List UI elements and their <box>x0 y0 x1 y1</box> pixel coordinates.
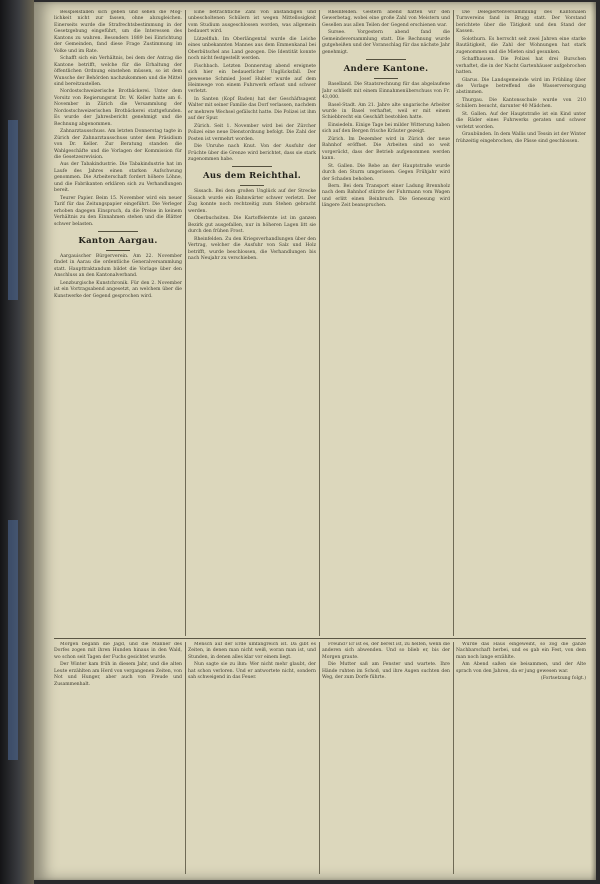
feuilleton-column-4 <box>456 642 586 874</box>
article-paragraph: Zürich. Seit 1. November wird bei der Zürcher Polizei eine neue Dienstordnung befolgt. Die Zahl der Posten ist vermehrt worden. <box>188 123 316 142</box>
divider <box>240 185 264 186</box>
article-paragraph: Eine beträchtliche Zahl von anständigen und unbescholtenen Schülern ist wegen Mittellosigkeit vom Studium ausgeschlossen worden, was allgemein bedauert wird. <box>188 10 316 35</box>
story-paragraph: Freund? Er ist es, der bereit ist, zu helfen, wenn die anderen sich abwenden. Und so blieb er, bis der Morgen graute. <box>322 642 450 660</box>
article-paragraph: Aargauischer Bürgerverein. Am 22. November findet in Aarau die ordentliche Generalversammlung statt. Haupttraktandum bildet die Vorlage über den Anschluss an den Kantonalverband. <box>54 253 182 279</box>
column-rule <box>453 10 454 636</box>
article-paragraph: Teurer Papier. Beim 15. November wird ein neuer Tarif für das Zeitungspapier eingeführt. Die Verleger erhoben dagegen Einspruch, da die Preise in keinem Verhältnis zu den Einnahmen stehen und die Blätter schwer belasten. <box>54 195 182 227</box>
divider <box>374 78 398 79</box>
divider <box>98 231 138 232</box>
column-3 <box>322 10 450 636</box>
story-paragraph: Die Mutter saß am Fenster und wartete. Ihre Hände ruhten im Schoß, und ihre Augen suchten den Weg, der zum Dorfe führte. <box>322 662 450 681</box>
article-paragraph: Aus der Tabakindustrie. Die Tabakindustrie hat im Laufe des Jahres einen starken Aufschwung genommen. Die Arbeiterschaft fordert höhere Löhne, und die Fabrikanten erklären sich zu Verhandlungen bereit. <box>54 162 182 194</box>
heading-aus-dem-reichthal: Aus dem Reichthal. <box>202 171 302 182</box>
article-paragraph: Einsiedeln. Einige Tage bei milder Witterung haben sich auf den Bergen frische Kräuter gezeigt. <box>322 122 450 135</box>
article-paragraph: Sursee. Vorgestern abend fand die Gemeindeversammlung statt. Die Rechnung wurde gutgeheißen und der Voranschlag für das nächste Jahr genehmigt. <box>322 30 450 55</box>
column-rule <box>185 10 186 636</box>
column-4 <box>456 10 586 636</box>
article-paragraph: St. Gallen. Die Rebe an der Hauptstraße wurde durch den Sturm umgerissen. Gegen Frühjahr wird der Schaden behoben. <box>322 163 450 182</box>
article-paragraph: Lützelfluh. Im Oberlängental wurde die Leiche eines unbekannten Mannes aus dem Emmenkanal bei Oberbütschel ans Land gezogen. Die Identität konnte noch nicht festgestellt werden. <box>188 36 316 62</box>
article-paragraph: Schaffhausen. Die Polizei hat drei Burschen verhaftet, die in der Nacht Gartenhäuser aufgebrochen hatten. <box>456 57 586 76</box>
article-paragraph: Sissach. Bei dem großen Unglück auf der Strecke Sissach wurde ein Bahnwärter schwer verletzt. Der Zug konnte noch rechtzeitig zum Stehen gebracht werden. <box>188 189 316 214</box>
article-paragraph: Rheinfelden. Gestern abend hatten wir den Gewerbetag, wobei eine große Zahl von Meistern und Gesellen aus allen Teilen der Gegend erschienen war. <box>322 10 450 28</box>
story-paragraph: Morgen begann die Jagd, und die Männer des Dorfes zogen mit ihren Hunden hinaus in den Wald, wo schon seit Tagen der Fuchs gesichtet wurde. <box>54 642 182 660</box>
article-paragraph: Glarus. Die Landsgemeinde wird im Frühling über die Vorlage betreffend die Wasserversorgung abstimmen. <box>456 77 586 96</box>
story-paragraph: Der Winter kam früh in diesem Jahr, und die alten Leute erzählten am Herd von vergangenen Zeiten, von Not und Hunger, aber auch von Freude und Zusammenhalt. <box>54 662 182 687</box>
continuation-note: (Fortsetzung folgt.) <box>540 676 586 682</box>
book-binding <box>0 0 34 884</box>
story-paragraph: Am Abend saßen sie beisammen, und der Alte sprach von den Jahren, da er jung gewesen war. <box>456 662 586 674</box>
article-paragraph: Graubünden. In dem Wallis und Tessin ist der Winter frühzeitig eingebrochen, die Pässe sind geschlossen. <box>456 132 586 144</box>
article-paragraph: Fischbach. Letzten Donnerstag abend ereignete sich hier ein bedauerlicher Unglücksfall. Der gewesene Schmied Josef Hubler wurde auf dem Heimwege von einem Fuhrwerk erfasst und schwer verletzt. <box>188 63 316 95</box>
article-paragraph: St. Gallen. Auf der Hauptstraße ist ein Kind unter die Räder eines Fuhrwerks geraten und schwer verletzt worden. <box>456 111 586 130</box>
article-paragraph: Oberbuchsiten. Die Kartoffelernte ist im ganzen Bezirk gut ausgefallen, nur in höheren Lagen litt sie durch den frühen Frost. <box>188 216 316 235</box>
article-paragraph: Solothurn. Es herrscht seit zwei Jahren eine starke Bautätigkeit, die Zahl der Wohnungen hat stark zugenommen und die Mieten sind gesunken. <box>456 36 586 55</box>
article-paragraph: Rheinfelden. Zu den Kriegsverhandlungen über den Vertrag, welcher die Ausfuhr von Salz und Holz betrifft, wurde beschlossen, die Verhandlungen bis nach Neujahr zu verschieben. <box>188 236 316 261</box>
article-paragraph: Lenzburgische Kunstchronik. Für den 2. November ist ein Vortragsabend angesetzt, an welchem über die Kunstwerke der Gegend gesprochen wird. <box>54 280 182 299</box>
heading-kanton-aargau: Kanton Aargau. <box>78 235 158 246</box>
newspaper-page <box>34 2 596 880</box>
article-paragraph: Die Delegiertenversammlung des Kantonalen Turnvereins fand in Brugg statt. Der Vorstand berichtete über die Tätigkeit und den Stand der Kassen. <box>456 10 586 35</box>
article-paragraph: Thurgau. Die Kantonsschule wurde von 210 Schülern besucht, darunter 40 Mädchen. <box>456 97 586 110</box>
article-paragraph: Die Unruhe nach Knut. Von der Ausfuhr der Früchte über die Grenze wird berichtet, dass sie stark zugenommen habe. <box>188 144 316 162</box>
heading-andere-kantone: Andere Kantone. <box>343 64 429 75</box>
feuilleton-column-2 <box>188 642 316 874</box>
column-1 <box>54 10 182 636</box>
article-paragraph: Basel-Stadt. Am 21. Jahre alte ungarische Arbeiter wurde in Basel verhaftet, weil er mit einem Schiebbrecht ein Geschäft bestohlen hatte. <box>322 102 450 121</box>
article-paragraph: Beispielsfällen sich geben und sehen die Mög- lichkeit nicht zur fassen, ohne abzugleichen. Einerseits wurde die Strafrechtsbestimmung in der Gesetzgebung eingeführt, um die Interessen des Kantons zu wahren. Besonders 1889 bei Einrichtung der Gemeinden, fand diese Frage Zustimmung im Volke und im Rate. <box>54 10 182 54</box>
story-paragraph: Mensch auf der Erde umfangreich ist. Da gibt es Zeiten, in denen man nicht weiß, woran man ist, und Stunden, in denen alles klar vor einem liegt. <box>188 642 316 660</box>
spine-accent-stripe <box>8 120 18 300</box>
article-paragraph: Nordostschweizerische Brotbäckerei. Unter dem Vorsitz von Regierungsrat Dr. W. Keller hatte am 6. November in Zürich die Versammlung der Nordostschweizerischen Brotbäckerei stattgefunden. Es wurde der Jahresbericht genehmigt und die Rechnung abgenommen. <box>54 89 182 127</box>
column-rule <box>319 10 320 636</box>
section-rule <box>54 638 586 639</box>
column-2 <box>188 10 316 636</box>
divider <box>366 59 406 60</box>
column-rule <box>453 642 454 874</box>
feuilleton-section <box>54 642 586 874</box>
spine-accent-stripe <box>8 520 18 760</box>
page-edge-shadow <box>590 2 596 880</box>
article-paragraph: Baselland. Die Staatsrechnung für das abgelaufene Jahr schließt mit einem Einnahmenüberschuss von Fr. 43,000. <box>322 82 450 101</box>
story-paragraph: Nun sagte sie zu ihm: Wer nicht mehr glaubt, der hat schon verloren. Und er antwortete nicht, sondern sah schweigend in das Feuer. <box>188 662 316 681</box>
article-paragraph: Schafft sich ein Verhältnis, bei dem der Antrag die Kantone betrifft, welche für die Erhaltung der öffentlichen Ordnung einstehen müssen, so ist dem Wunsche der Behörden nachzukommen und die Mittel sind bereitzustellen. <box>54 56 182 87</box>
divider <box>106 250 130 251</box>
column-rule <box>185 642 186 874</box>
column-rule <box>319 642 320 874</box>
article-paragraph: In Santen (Kopf Baden) hat der Geschäftsagent Walter mit seiner Familie das Dorf verlassen, nachdem er mehrere Wechsel gefälscht hatte. Die Polizei ist ihm auf der Spur. <box>188 96 316 122</box>
article-paragraph: Zürich. Im Dezember wird in Zürich der neue Bahnhof eröffnet. Die Arbeiten sind so weit vorgerückt, dass der Betrieb aufgenommen werden kann. <box>322 136 450 162</box>
story-paragraph: Wurde das Haus eingeweiht, so zog die ganze Nachbarschaft herbei, und es gab ein Fest, von dem man noch lange erzählte. <box>456 642 586 660</box>
feuilleton-column-3 <box>322 642 450 874</box>
feuilleton-column-1 <box>54 642 182 874</box>
divider <box>232 166 272 167</box>
article-paragraph: Bern. Bei dem Transport einer Ladung Brennholz nach dem Bahnhof stürzte der Fuhrmann vom Wagen und erlitt einen Beinbruch. Die Genesung wird längere Zeit beanspruchen. <box>322 183 450 209</box>
upper-section <box>54 10 586 636</box>
article-paragraph: Zahnarztausschuss. Am letzten Donnerstag tagte in Zürich der Zahnarztausschuss unter dem Präsidium von Dr. Keller. Zur Beratung standen die Wahlgeschäfte und die Vorlagen der Kommission für die Gesetzesrevision. <box>54 129 182 160</box>
